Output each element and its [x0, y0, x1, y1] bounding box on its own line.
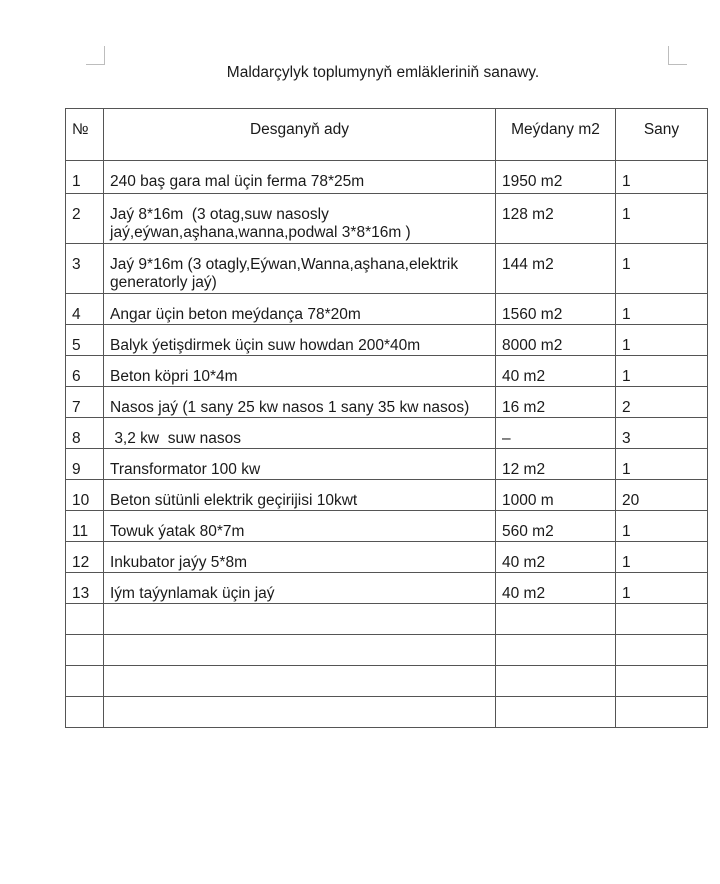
cell-quantity: 1	[616, 511, 708, 542]
cell-area: 12 m2	[496, 449, 616, 480]
cell-area: 40 m2	[496, 573, 616, 604]
cell-name: Balyk ýetişdirmek üçin suw howdan 200*40m	[104, 325, 496, 356]
cell-number: 9	[66, 449, 104, 480]
empty-table-row	[66, 666, 708, 697]
page-corner-mark-left	[86, 46, 105, 65]
cell-quantity: 20	[616, 480, 708, 511]
empty-cell	[616, 635, 708, 666]
page-corner-mark-right	[668, 46, 687, 65]
table-row	[66, 325, 708, 356]
empty-table-row	[66, 604, 708, 635]
cell-area: 1000 m	[496, 480, 616, 511]
table-row	[66, 356, 708, 387]
cell-name: Beton köpri 10*4m	[104, 356, 496, 387]
cell-name: Nasos jaý (1 sany 25 kw nasos 1 sany 35 kw nasos)	[104, 387, 496, 418]
cell-name: Inkubator jaýy 5*8m	[104, 542, 496, 573]
cell-quantity: 1	[616, 194, 708, 244]
header-name: Desganyň ady	[104, 109, 496, 161]
empty-cell	[496, 604, 616, 635]
empty-cell	[104, 666, 496, 697]
cell-quantity: 1	[616, 356, 708, 387]
empty-cell	[496, 666, 616, 697]
empty-cell	[616, 697, 708, 728]
cell-quantity: 1	[616, 244, 708, 294]
cell-number: 13	[66, 573, 104, 604]
cell-quantity: 1	[616, 325, 708, 356]
cell-area: 16 m2	[496, 387, 616, 418]
table-row	[66, 161, 708, 194]
table-row	[66, 511, 708, 542]
cell-area: 1560 m2	[496, 294, 616, 325]
cell-name: Jaý 9*16m (3 otagly,Eýwan,Wanna,aşhana,elektrik generatorly jaý)	[104, 244, 496, 294]
empty-cell	[104, 635, 496, 666]
empty-cell	[66, 697, 104, 728]
cell-number: 10	[66, 480, 104, 511]
empty-cell	[616, 604, 708, 635]
cell-number: 11	[66, 511, 104, 542]
document-title: Maldarçylyk toplumynyň emläkleriniň sanawy.	[226, 64, 540, 81]
empty-cell	[496, 635, 616, 666]
table-row	[66, 294, 708, 325]
cell-quantity: 1	[616, 161, 708, 194]
cell-quantity: 1	[616, 573, 708, 604]
header-quantity: Sany	[616, 109, 708, 161]
cell-quantity: 1	[616, 542, 708, 573]
cell-name: 240 baş gara mal üçin ferma 78*25m	[104, 161, 496, 194]
cell-name: 3,2 kw suw nasos	[104, 418, 496, 449]
cell-quantity: 1	[616, 294, 708, 325]
cell-name: Transformator 100 kw	[104, 449, 496, 480]
table-row	[66, 542, 708, 573]
cell-name: Jaý 8*16m (3 otag,suw nasosly jaý,eýwan,aşhana,wanna,podwal 3*8*16m )	[104, 194, 496, 244]
empty-table-row	[66, 697, 708, 728]
cell-area: –	[496, 418, 616, 449]
table-row	[66, 387, 708, 418]
empty-cell	[616, 666, 708, 697]
empty-cell	[66, 635, 104, 666]
cell-area: 1950 m2	[496, 161, 616, 194]
table-row	[66, 194, 708, 244]
cell-name: Towuk ýatak 80*7m	[104, 511, 496, 542]
empty-cell	[66, 604, 104, 635]
table-row	[66, 244, 708, 294]
cell-number: 6	[66, 356, 104, 387]
cell-name: Angar üçin beton meýdança 78*20m	[104, 294, 496, 325]
empty-cell	[104, 604, 496, 635]
cell-area: 560 m2	[496, 511, 616, 542]
empty-cell	[496, 697, 616, 728]
header-area: Meýdany m2	[496, 109, 616, 161]
cell-number: 1	[66, 161, 104, 194]
table-row	[66, 573, 708, 604]
cell-quantity: 2	[616, 387, 708, 418]
table-row	[66, 449, 708, 480]
empty-cell	[66, 666, 104, 697]
cell-number: 2	[66, 194, 104, 244]
empty-cell	[104, 697, 496, 728]
cell-area: 144 m2	[496, 244, 616, 294]
cell-number: 3	[66, 244, 104, 294]
empty-table-row	[66, 635, 708, 666]
cell-number: 8	[66, 418, 104, 449]
cell-area: 8000 m2	[496, 325, 616, 356]
table-row	[66, 418, 708, 449]
cell-name: Iým taýynlamak üçin jaý	[104, 573, 496, 604]
cell-number: 12	[66, 542, 104, 573]
table-row	[66, 480, 708, 511]
cell-area: 128 m2	[496, 194, 616, 244]
header-number: №	[66, 109, 104, 161]
cell-quantity: 1	[616, 449, 708, 480]
cell-number: 7	[66, 387, 104, 418]
cell-area: 40 m2	[496, 542, 616, 573]
table-header-row	[66, 109, 708, 161]
cell-number: 5	[66, 325, 104, 356]
cell-number: 4	[66, 294, 104, 325]
cell-area: 40 m2	[496, 356, 616, 387]
property-table	[65, 108, 708, 728]
cell-name: Beton sütünli elektrik geçirijisi 10kwt	[104, 480, 496, 511]
cell-quantity: 3	[616, 418, 708, 449]
